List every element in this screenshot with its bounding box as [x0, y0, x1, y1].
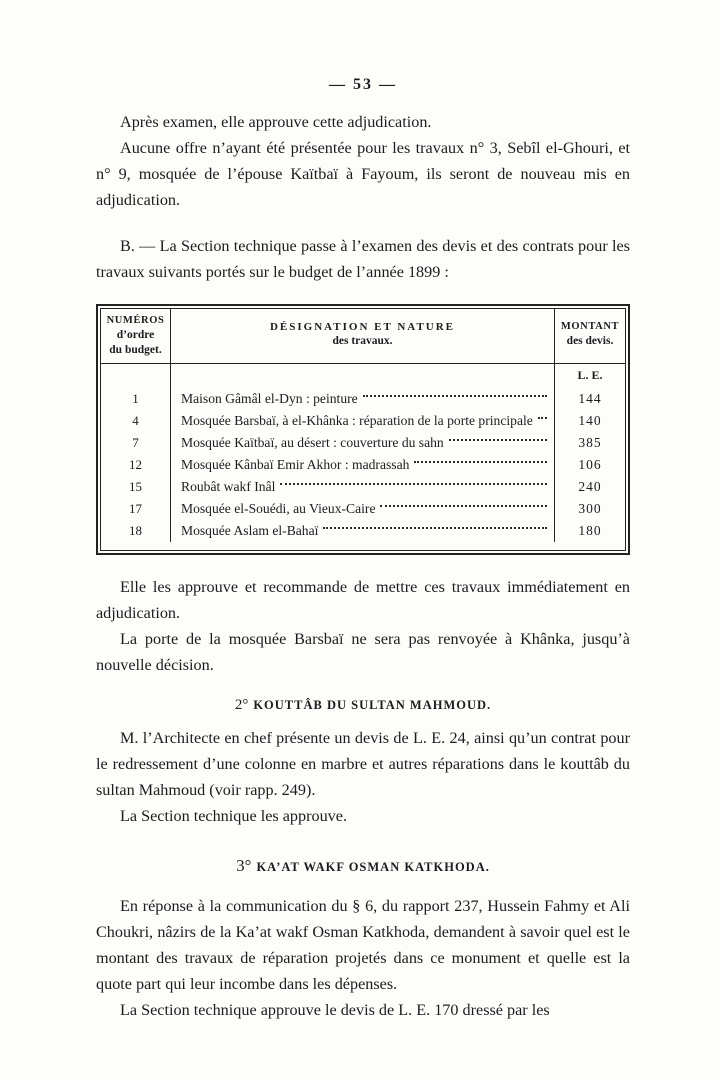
section-3-prefix: 3° — [236, 856, 252, 876]
paragraph: Aucune offre n’ayant été présentée pour les travaux n° 3, Sebîl el-Ghouri, et n° 9, mosquée de l’épouse Kaïtbaï à Fayoum, ils seront de nouveau mis en adjudication. — [96, 138, 630, 209]
header-numeros-line3: du budget. — [109, 344, 162, 357]
row-designation — [171, 388, 555, 410]
row-amount: 140 — [578, 412, 602, 428]
row-amount: 385 — [578, 434, 602, 450]
row-budget-number: 1 — [101, 388, 171, 410]
header-numeros-line1: NUMÉROS — [106, 314, 165, 326]
currency-label: L. E. — [577, 367, 603, 382]
section-3-title: KA’AT WAKF OSMAN KATKHODA. — [256, 860, 490, 875]
row-amount: 300 — [578, 500, 602, 516]
row-designation-text: Mosquée Barsbaï, à el-Khânka : réparation de la porte principale — [181, 412, 533, 428]
table-row — [101, 476, 625, 498]
header-numeros-line2: d’ordre — [116, 328, 155, 341]
row-budget-number: 12 — [101, 454, 171, 476]
header-designation — [171, 309, 555, 363]
header-numeros — [101, 309, 171, 363]
row-budget-number: 7 — [101, 432, 171, 454]
row-designation-text: Roubât wakf Inâl — [181, 478, 276, 494]
row-designation-text: Mosquée Aslam el-Bahaï — [181, 522, 319, 538]
row-budget-number: 4 — [101, 410, 171, 432]
table-row — [101, 498, 625, 520]
paragraph-section-b: B. — La Section technique passe à l’examen des devis et des contrats pour les travaux suivants portés sur le budget de l’année 1899 : — [96, 236, 630, 281]
currency-subrow — [101, 364, 625, 388]
table-body — [101, 388, 625, 550]
header-designation-line2: des travaux. — [332, 335, 393, 348]
section-2-title: KOUTTÂB DU SULTAN MAHMOUD. — [253, 698, 492, 713]
currency-subrow-empty2 — [171, 364, 555, 388]
row-amount: 240 — [578, 478, 602, 494]
table-header-row — [101, 309, 625, 364]
table-row — [101, 454, 625, 476]
row-budget-number: 15 — [101, 476, 171, 498]
row-designation — [171, 498, 555, 520]
dot-leader — [323, 527, 547, 529]
page-number: — 53 — — [329, 76, 397, 93]
row-designation — [171, 454, 555, 476]
header-montant — [555, 309, 625, 363]
section-2-prefix: 2° — [234, 697, 249, 714]
dot-leader — [538, 417, 547, 419]
row-budget-number: 18 — [101, 520, 171, 542]
row-designation — [171, 432, 555, 454]
header-montant-line2: des devis. — [566, 334, 614, 347]
row-designation-text: Mosquée el-Souédi, au Vieux-Caire — [181, 500, 376, 516]
row-amount: 144 — [578, 390, 602, 406]
table-row — [101, 388, 625, 410]
dot-leader — [380, 505, 547, 507]
table-row — [101, 432, 625, 454]
row-amount: 106 — [578, 456, 602, 472]
dot-leader — [363, 395, 547, 397]
paragraph: La Section technique approuve le devis de L. E. 170 dressé par les — [120, 1000, 550, 1019]
header-designation-line1: DÉSIGNATION ET NATURE — [269, 320, 456, 333]
dot-leader — [280, 483, 547, 485]
row-amount: 180 — [578, 522, 602, 538]
row-designation — [171, 476, 555, 498]
row-designation-text: Maison Gâmâl el-Dyn : peinture — [181, 390, 358, 406]
row-designation — [171, 520, 555, 542]
paragraph: Elle les approuve et recommande de mettre ces travaux immédiatement en adjudication. — [96, 577, 630, 622]
paragraph: Après examen, elle approuve cette adjudication. — [120, 113, 432, 131]
row-designation — [171, 410, 555, 432]
paragraph: La Section technique les approuve. — [120, 807, 347, 826]
section-heading-3 — [96, 856, 630, 876]
paragraph: La porte de la mosquée Barsbaï ne sera pas renvoyée à Khânka, jusqu’à nouvelle décision. — [96, 629, 630, 674]
paragraph: En réponse à la communication du § 6, du rapport 237, Hussein Fahmy et Ali Choukri, nâzirs de la Ka’at wakf Osman Katkhoda, demandent à savoir quel est le montant des travaux de réparation projetés dans ce monument et quelle est la quote part qui leur incombe dans les dépenses. — [96, 897, 630, 993]
row-budget-number: 17 — [101, 498, 171, 520]
paragraph: M. l’Architecte en chef présente un devis de L. E. 24, ainsi qu’un contrat pour le redressement d’une colonne en marbre et autres réparations dans le kouttâb du sultan Mahmoud (voir rapp. 249). — [96, 729, 630, 800]
currency-subrow-empty1 — [101, 364, 171, 388]
table-row — [101, 410, 625, 432]
header-montant-line1: MONTANT — [560, 320, 620, 332]
dot-leader — [449, 439, 547, 441]
budget-table — [100, 308, 626, 551]
row-designation-text: Mosquée Kânbaï Emir Akhor : madrassah — [181, 456, 410, 472]
row-designation-text: Mosquée Kaïtbaï, au désert : couverture du sahn — [181, 434, 444, 450]
table-row — [101, 520, 625, 542]
dot-leader — [414, 461, 547, 463]
section-heading-2 — [96, 696, 630, 714]
